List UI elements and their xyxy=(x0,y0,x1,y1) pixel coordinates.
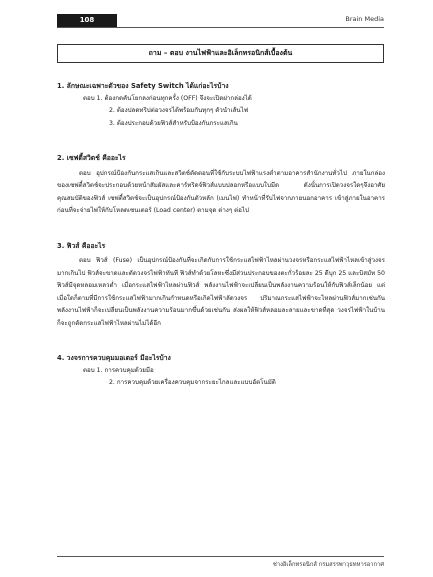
answer-item: 2. ต้องปลดทริปต่อวงจรได้พร้อมกันทุกๆ ตัวนำเส้นไฟ xyxy=(109,107,249,114)
answer-item: ตอบ 1. ต้องกดคันโยกลงก่อนทุกครั้ง (OFF) จึงจะเปิดฝากล่องได้ xyxy=(83,94,252,102)
answer-item: 2. การควบคุมด้วยเครื่องควบคุมจากระยะไกลและแบบอัตโนมัติ xyxy=(109,379,276,386)
header-divider xyxy=(57,27,384,28)
page-number: 108 xyxy=(57,14,117,27)
section-3 xyxy=(57,240,385,331)
section-2 xyxy=(57,152,385,218)
answer-item: ตอบ 1. การควบคุมด้วยมือ xyxy=(83,366,154,374)
answer-paragraph: ตอบ อุปกรณ์ป้องกันกระแสเกินและสวิตช์ตัดตอนที่ใช้กับระบบไฟฟ้าแรงต่ำตามอาคารสำนักงานทั่วไป ภายในกล่องของเซฟตี้สวิตช์จะประกอบด้วยหน้าสัมผัสและคาร์ทริดจ์ฟิวส์แบบปลอกหรือแบบใบมีด ดังนั้นการเปิดวงจรใดๆจึงอาศัยคุณสมบัติของฟิวส์ เซฟตี้สวิตช์จะเป็นอุปกรณ์ป้องกันตัวหลัก (เมนไฟ) ทำหน้าที่รับไฟจากภายนอกอาคาร เข้าสู่ภายในอาคารก่อนที่จะจ่ายไฟให้กับโหลดเซนเตอร์ (Load center) ตามจุด ต่างๆ ต่อไป xyxy=(57,169,385,214)
section-4 xyxy=(57,352,385,390)
publisher-brand: Brain Media xyxy=(345,15,384,23)
answer-item: 3. ต้องประกอบด้วยฟิวส์สำหรับป้องกันกระแสเกิน xyxy=(109,119,238,127)
section-1 xyxy=(57,80,385,130)
section-heading: 4. วงจรการควบคุมมอเตอร์ มีอะไรบ้าง xyxy=(57,354,171,362)
section-heading: 2. เซฟตี้สวิตช์ คืออะไร xyxy=(57,154,126,162)
footer-divider xyxy=(57,556,384,557)
section-heading: 3. ฟิวส์ คืออะไร xyxy=(57,241,106,250)
footer-text: ช่างอิเล็กทรอนิกส์ กรมสรรพาวุธทหารอากาศ xyxy=(272,562,384,568)
document-body xyxy=(57,80,385,390)
answer-paragraph: ตอบ ฟิวส์ (Fuse) เป็นอุปกรณ์ป้องกันที่จะเกิดกับการใช้กระแสไฟฟ้าไหลผ่านวงจรหรือกระแสไฟฟ้าไหลเข้าสู่วงจรมากเกินไป ฟิวส์จะขาดและตัดวงจรไฟฟ้าทันที ฟิวส์ทำด้วยโลหะซึ่งมีส่วนประกอบของตะกั่วร้อยละ 25 ดีบุก 25 และบิสมัท 50 ฟิวส์มีจุดหลอมเหลวต่ำ เมื่อกระแสไฟฟ้าไหลผ่านฟิวส์ พลังงานไฟฟ้าจะเปลี่ยนเป็นพลังงานความร้อนให้กับฟิวส์เล็กน้อย แต่เมื่อใดก็ตามที่มีการใช้กระแสไฟฟ้ามากเกินกำหนดหรือเกิดไฟฟ้าลัดวงจร ปริมาณกระแสไฟฟ้าจะไหลผ่านฟิวส์มากเช่นกันพลังงานไฟฟ้าก็จะเปลี่ยนเป็นพลังงานความร้อนมากขึ้นด้วยเช่นกัน ส่งผลให้ฟิวส์หลอมละลายและขาดที่สุด วงจรไฟฟ้าในบ้านก็จะถูกตัดกระแสไฟฟ้าไหลผ่านไม่ได้อีก xyxy=(57,257,385,327)
document-title: ถาม – ตอบ งานไฟฟ้าและอิเล็กทรอนิกส์เบื้องต้น xyxy=(57,44,384,63)
section-heading: 1. ลักษณะเฉพาะตัวของ Safety Switch ได้แก่อะไรบ้าง xyxy=(57,82,229,90)
